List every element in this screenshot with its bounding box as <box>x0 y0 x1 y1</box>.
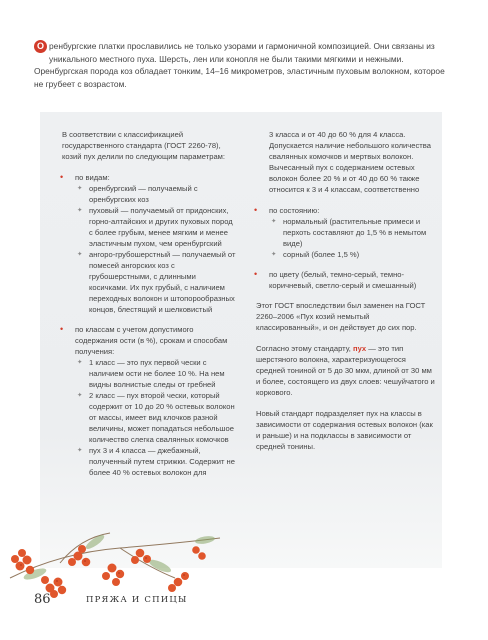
list-item-by-class <box>62 324 236 478</box>
list-item-title: по видам: <box>75 173 110 182</box>
sub-list-item: ✦ оренбургский — получаемый с оренбургских коз <box>75 183 236 205</box>
classification-list-left <box>62 172 236 478</box>
list-item-title: по состоянию: <box>269 206 320 215</box>
lead-paragraph: В соответствии с классификацией государственного стандарта (ГОСТ 2260-78), козий пух делили по следующим параметрам: <box>62 130 225 161</box>
class-continuation: 3 класса и от 40 до 60 % для 4 класса. Допускается наличие небольшого количества свалянных комочков и мертвых волокон. Вычесанный пух с содержанием остевых волокон более 20 % и от 40 до 60 % также относится к 3 и 4 классам, соответственно <box>269 130 431 194</box>
sub-list-types <box>75 183 236 315</box>
intro-text: ренбургские платки прославились не только узорами и гармоничной композицией. Они связаны из уникального местного пуха. Шерсть, лен или конопля не были такими мягкими и нежными. Оренбургская порода коз обладает тонким, 14–16 микрометров, эластичным пуховым волокном, которое не грубеет с возрастом. <box>34 41 445 89</box>
sub-list-item: ✦ ангоро-грубошерстный — получаемый от помесей ангорских коз с грубошерстными, с длинными косичками. Их пух грубый, с наличием переходных волокон и штопорообразных концов, блестящий и шелковистый <box>75 249 236 315</box>
sub-list-classes <box>75 357 236 478</box>
definition-after: — это тип шерстяного волокна, характеризующегося средней тониной от 5 до 30 мкм, длиной от 30 мм и более, состоящего из двух слоев: чешуйчатого и коркового. <box>256 344 435 397</box>
magazine-title: ПРЯЖА И СПИЦЫ <box>86 595 188 605</box>
list-item-by-type <box>62 172 236 315</box>
sub-list-item: ✦ сорный (более 1,5 %) <box>269 249 436 260</box>
drop-cap-letter: О <box>34 40 47 53</box>
definition-paragraph <box>256 343 436 398</box>
intro-paragraph <box>34 40 454 90</box>
definition-before: Согласно этому стандарту, <box>256 344 351 353</box>
list-item-title: по классам с учетом допустимого содержания ости (в %), срокам и способам получения: <box>75 325 228 356</box>
list-item-by-color: • по цвету (белый, темно-серый, темно-коричневый, светло-серый и смешанный) <box>256 269 436 291</box>
sub-list-states <box>269 216 436 260</box>
list-item-by-state <box>256 205 436 260</box>
page-number: 86 <box>34 592 51 607</box>
info-column-right <box>256 129 436 462</box>
highlight-term: пух <box>352 344 367 353</box>
classification-list-right <box>256 205 436 291</box>
sub-list-item: ✦ пуховый — получаемый от придонских, горно-алтайских и других пуховых пород с более грубым, менее мягким и менее эластичным пухом, чем оренбургский <box>75 205 236 249</box>
info-column-left <box>62 129 236 487</box>
sub-list-item: ✦ нормальный (растительные примеси и перхоть составляют до 1,5 % в немытом виде) <box>269 216 436 249</box>
sub-list-item: ✦ 1 класс — это пух первой чески с наличием ости не более 10 %. На нем видны волнистые следы от гребней <box>75 357 236 390</box>
new-standard-paragraph: Новый стандарт подразделяет пух на классы в зависимости от содержания остевых волокон (как и раньше) и на подклассы в зависимости от средней тонины. <box>256 409 433 451</box>
sub-list-item: ✦ 2 класс — пух второй чески, который содержит от 10 до 20 % остевых волокон от массы, имеет вид клочков разной величины, может попадаться небольшое количество слегка свалянных комочков <box>75 390 236 445</box>
sub-list-item: ✦ пух 3 и 4 класса — джебажный, полученный путем стрижки. Содержит не более 40 % остевых волокон для <box>75 445 236 478</box>
gost-replacement-paragraph: Этот ГОСТ впоследствии был заменен на ГОСТ 2260–2006 «Пух козий немытый классированный», и он действует до сих пор. <box>256 301 426 332</box>
